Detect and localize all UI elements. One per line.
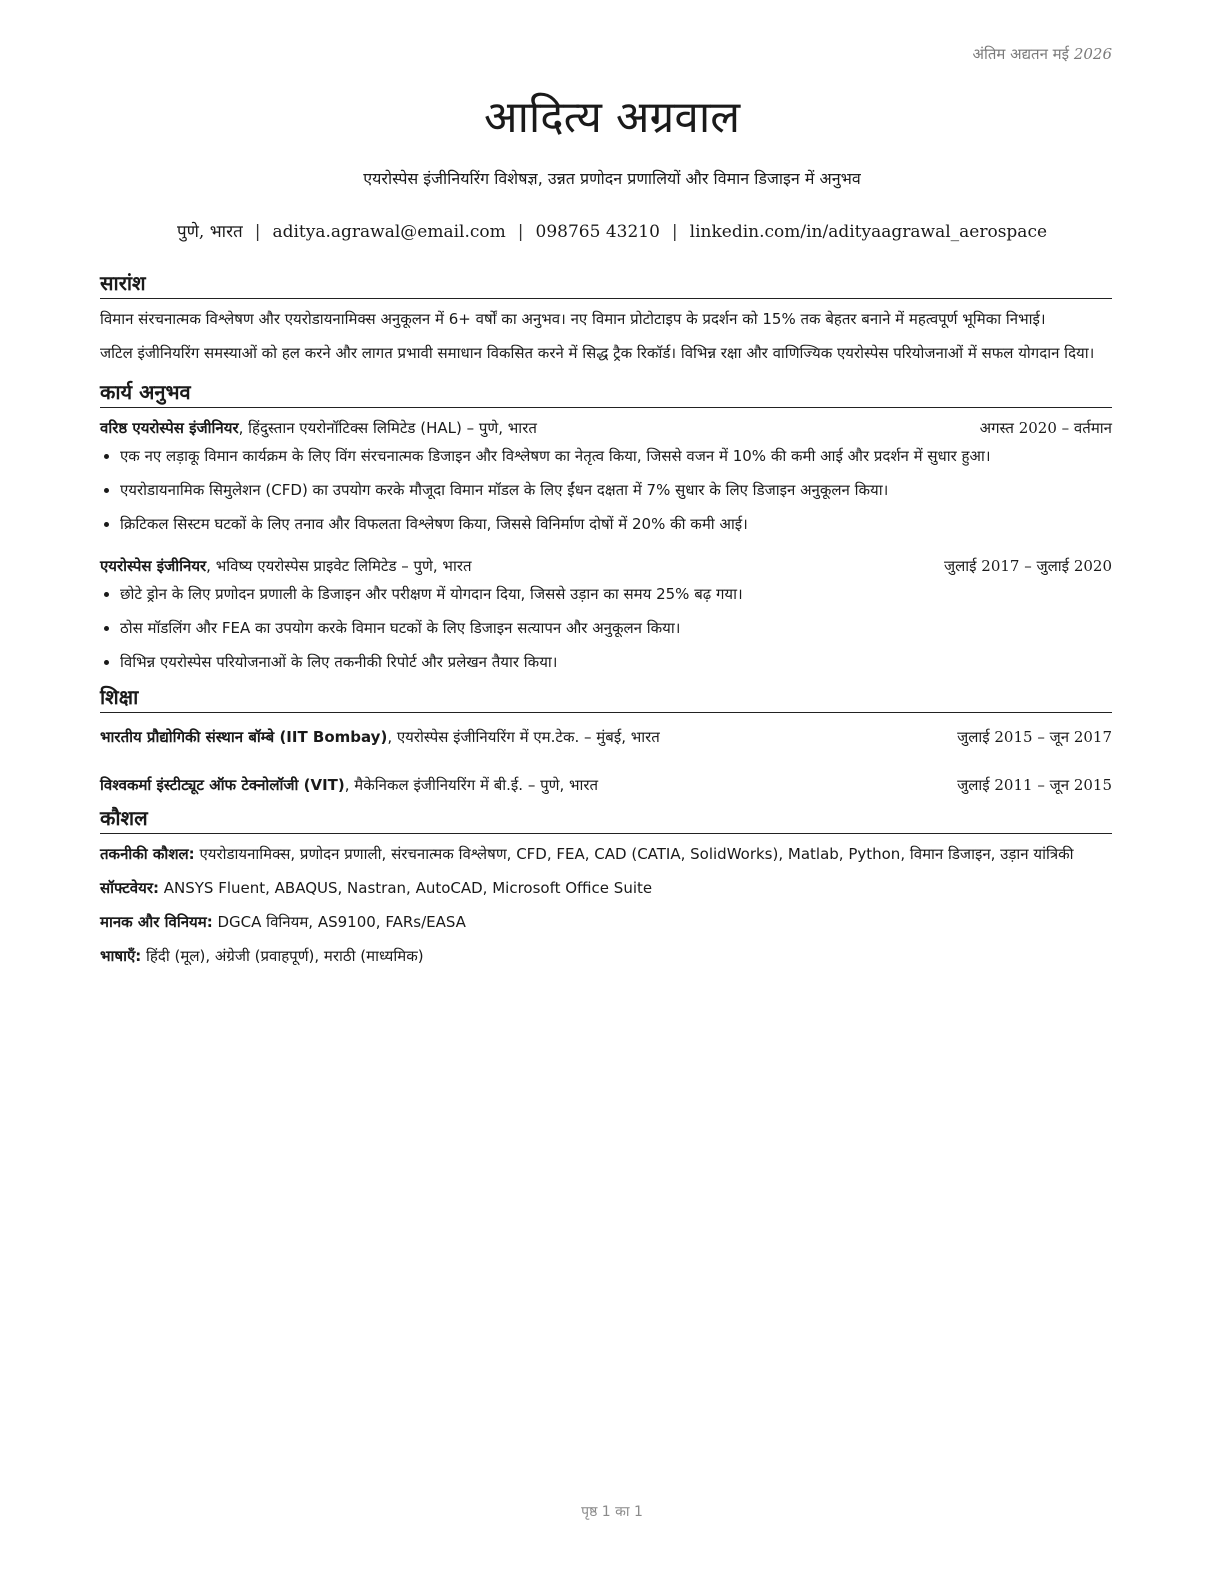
education-dates: जुलाई 2011 – जून 2015	[957, 776, 1112, 794]
last-updated	[973, 44, 1113, 64]
section-title-experience: कार्य अनुभव	[100, 379, 1112, 408]
skill-text: एयरोडायनामिक्स, प्रणोदन प्रणाली, संरचनात्मक विश्लेषण, CFD, FEA, CAD (CATIA, SolidWorks), Matlab, Python, विमान डिजाइन, उड़ान यांत्रिकी	[194, 845, 1074, 863]
job-header	[100, 554, 1112, 578]
summary-paragraph: विमान संरचनात्मक विश्लेषण और एयरोडायनामिक्स अनुकूलन में 6+ वर्षों का अनुभव। नए विमान प्रोटोटाइप के प्रदर्शन को 15% तक बेहतर बनाने में महत्वपूर्ण भूमिका निभाई।	[100, 310, 1046, 328]
last-updated-prefix: अंतिम अद्यतन मई	[972, 45, 1070, 63]
job-entry	[100, 416, 1112, 536]
job-role: वरिष्ठ एयरोस्पेस इंजीनियर	[100, 419, 239, 437]
section-title-skills: कौशल	[100, 805, 1112, 834]
job-bullet: • एक नए लड़ाकू विमान कार्यक्रम के लिए विंग संरचनात्मक डिजाइन और विश्लेषण का नेतृत्व किया, जिससे वजन में 10% की कमी आई और प्रदर्शन में सुधार हुआ।	[120, 444, 1112, 468]
last-updated-year: 2026	[1073, 45, 1112, 63]
job-bullet: • विभिन्न एयरोस्पेस परियोजनाओं के लिए तकनीकी रिपोर्ट और प्रलेखन तैयार किया।	[120, 650, 1112, 674]
contact-linkedin[interactable]: linkedin.com/in/adityaagrawal_aerospace	[689, 222, 1048, 242]
contact-location: पुणे, भारत	[176, 222, 243, 242]
skill-label: तकनीकी कौशल:	[100, 845, 195, 863]
contact-line	[0, 220, 1224, 244]
skill-label: सॉफ्टवेयर:	[100, 879, 159, 897]
job-entry	[100, 554, 1112, 674]
education-section	[100, 684, 1112, 797]
education-entry	[100, 773, 1112, 797]
job-bullets	[100, 582, 1112, 674]
contact-separator: |	[254, 222, 261, 242]
job-bullet: • क्रिटिकल सिस्टम घटकों के लिए तनाव और विफलता विश्लेषण किया, जिससे विनिर्माण दोषों में 20% की कमी आई।	[120, 512, 1112, 536]
skills-section	[100, 805, 1112, 968]
skill-text: ANSYS Fluent, ABAQUS, Nastran, AutoCAD, Microsoft Office Suite	[158, 879, 653, 897]
contact-email[interactable]: aditya.agrawal@email.com	[272, 222, 506, 242]
candidate-name: आदित्य अग्रवाल	[483, 92, 741, 143]
education-line	[100, 725, 660, 749]
section-title-summary: सारांश	[100, 270, 1112, 299]
skill-line	[100, 876, 1112, 900]
job-bullets	[100, 444, 1112, 536]
skill-label: भाषाएँ:	[100, 947, 142, 965]
contact-phone[interactable]: 098765 43210	[535, 222, 660, 242]
skill-text: DGCA विनियम, AS9100, FARs/EASA	[212, 913, 466, 931]
page-number: पृष्ठ 1 का 1	[581, 1504, 643, 1520]
education-dates: जुलाई 2015 – जून 2017	[957, 728, 1112, 746]
job-dates: जुलाई 2017 – जुलाई 2020	[943, 557, 1112, 575]
tagline: एयरोस्पेस इंजीनियरिंग विशेषज्ञ, उन्नत प्रणोदन प्रणालियों और विमान डिजाइन में अनुभव	[363, 169, 861, 188]
skill-text: हिंदी (मूल), अंग्रेजी (प्रवाहपूर्ण), मराठी (माध्यमिक)	[141, 947, 424, 965]
job-title-line	[100, 554, 472, 578]
job-bullet: • छोटे ड्रोन के लिए प्रणोदन प्रणाली के डिजाइन और परीक्षण में योगदान दिया, जिससे उड़ान का समय 25% बढ़ गया।	[120, 582, 1112, 606]
job-header	[100, 416, 1112, 440]
education-detail: , मैकेनिकल इंजीनियरिंग में बी.ई. – पुणे, भारत	[344, 776, 599, 794]
skill-line	[100, 944, 1112, 968]
education-detail: , एयरोस्पेस इंजीनियरिंग में एम.टेक. – मुंबई, भारत	[387, 728, 660, 746]
contact-separator: |	[671, 222, 678, 242]
resume-body	[100, 270, 1112, 978]
skill-line	[100, 842, 1112, 866]
job-dates: अगस्त 2020 – वर्तमान	[979, 419, 1112, 437]
education-line	[100, 773, 598, 797]
job-title-line	[100, 416, 537, 440]
experience-section	[100, 379, 1112, 674]
job-bullet: • एयरोडायनामिक सिमुलेशन (CFD) का उपयोग करके मौजूदा विमान मॉडल के लिए ईंधन दक्षता में 7% सुधार के लिए डिजाइन अनुकूलन किया।	[120, 478, 1112, 502]
job-organization: , भविष्य एयरोस्पेस प्राइवेट लिमिटेड – पुणे, भारत	[206, 557, 472, 575]
skill-label: मानक और विनियम:	[100, 913, 213, 931]
summary-section	[100, 270, 1112, 365]
contact-separator: |	[517, 222, 524, 242]
job-role: एयरोस्पेस इंजीनियर	[100, 557, 207, 575]
section-title-education: शिक्षा	[100, 684, 1112, 713]
job-bullet: • ठोस मॉडलिंग और FEA का उपयोग करके विमान घटकों के लिए डिजाइन सत्यापन और अनुकूलन किया।	[120, 616, 1112, 640]
skill-line	[100, 910, 1112, 934]
education-institution: भारतीय प्रौद्योगिकी संस्थान बॉम्बे (IIT Bombay)	[100, 728, 388, 746]
summary-paragraph: जटिल इंजीनियरिंग समस्याओं को हल करने और लागत प्रभावी समाधान विकसित करने में सिद्ध ट्रैक रिकॉर्ड। विभिन्न रक्षा और वाणिज्यिक एयरोस्पेस परियोजनाओं में सफल योगदान दिया।	[100, 344, 1095, 362]
education-entry	[100, 725, 1112, 749]
job-organization: , हिंदुस्तान एयरोनॉटिक्स लिमिटेड (HAL) – पुणे, भारत	[238, 419, 537, 437]
education-institution: विश्वकर्मा इंस्टीट्यूट ऑफ टेक्नोलॉजी (VIT)	[100, 776, 345, 794]
